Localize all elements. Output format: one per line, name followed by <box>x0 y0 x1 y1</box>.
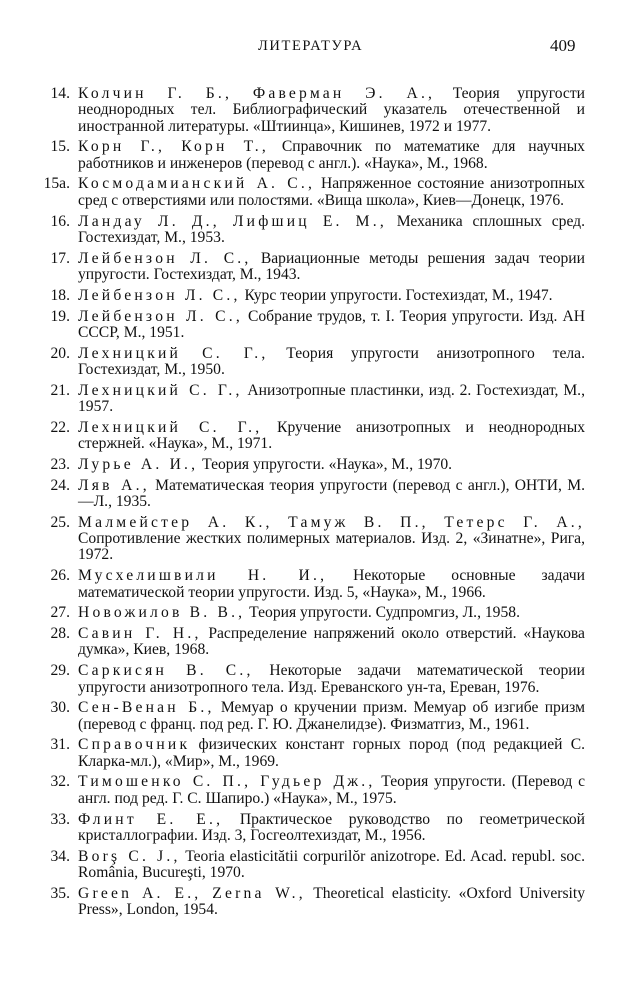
reference-item <box>0 849 631 882</box>
reference-text: Справочник по математике для научных работников и инженеров (перевод с англ.). «Наука», М., 1968. <box>78 138 585 172</box>
reference-item <box>0 515 631 564</box>
reference-author: Новожилов В. В., <box>78 604 246 622</box>
reference-author: Green A. E., Zerna W., <box>78 884 306 902</box>
reference-list <box>0 86 631 923</box>
reference-author: Саркисян В. С., <box>78 662 254 680</box>
reference-item <box>0 176 631 209</box>
reference-item <box>0 663 631 696</box>
reference-number: 19. <box>50 307 70 325</box>
reference-item <box>0 774 631 807</box>
reference-item <box>0 420 631 453</box>
reference-author: Космодамианский А. С., <box>78 175 316 193</box>
reference-author: Лехницкий С. Г., <box>78 381 243 399</box>
reference-item <box>0 457 631 473</box>
reference-text: Курс теории упругости. Гостехиздат, М., 1947. <box>240 286 553 304</box>
reference-number: 16. <box>50 212 70 230</box>
reference-item <box>0 886 631 919</box>
reference-item <box>0 605 631 621</box>
reference-author: Лехницкий С. Г., <box>78 418 263 436</box>
reference-number: 24. <box>50 476 70 494</box>
reference-author: Лейбензон Л. С., <box>78 286 241 304</box>
reference-number: 23. <box>50 455 70 473</box>
reference-text: Собрание трудов, т. I. Теория упругости. Изд. АН СССР, М., 1951. <box>78 307 585 341</box>
reference-author: Ляв А., <box>78 476 150 494</box>
reference-number: 17. <box>50 249 70 267</box>
reference-item <box>0 626 631 659</box>
reference-number: 28. <box>50 625 70 643</box>
reference-author: Савин Г. Н., <box>78 625 202 643</box>
reference-number: 22. <box>50 418 70 436</box>
page-header <box>0 38 631 58</box>
reference-text: Теория упругости анизотропного тела. Гостехиздат, М., 1950. <box>78 344 585 378</box>
reference-item <box>0 812 631 845</box>
reference-author: Тимошенко С. П., Гудьер Дж., <box>78 773 376 791</box>
reference-number: 26. <box>50 567 70 585</box>
reference-item <box>0 139 631 172</box>
reference-text: Вариационные методы решения задач теории упругости. Гостехиздат, М., 1943. <box>78 249 585 283</box>
page-number: 409 <box>550 36 576 55</box>
reference-text: Сопротивление жестких полимерных материалов. Изд. 2, «Зинатне», Рига, 1972. <box>78 530 585 564</box>
reference-number: 30. <box>50 699 70 717</box>
reference-item <box>0 700 631 733</box>
reference-item <box>0 214 631 247</box>
reference-text: Некоторые задачи математической теории упругости анизотропного тела. Изд. Ереванского ун-та, Ереван, 1976. <box>78 662 585 696</box>
reference-item <box>0 383 631 416</box>
reference-item <box>0 288 631 304</box>
reference-author: Лехницкий С. Г., <box>78 344 269 362</box>
reference-text: Напряженное состояние анизотропных сред с отверстиями или полостями. «Вища школа», Киев—Донецк, 1976. <box>78 175 585 209</box>
reference-number: 14. <box>50 85 70 102</box>
reference-text: Теория упругости. (Перевод с англ. под ред. Г. С. Шапиро.) «Наука», М., 1975. <box>78 773 586 807</box>
reference-text: Кручение анизотропных и неоднородных стержней. «Наука», М., 1971. <box>78 418 585 453</box>
reference-item <box>0 86 631 135</box>
reference-text: Распределение напряжений около отверстий. «Наукова думка», Киев, 1968. <box>78 625 585 659</box>
reference-item <box>0 251 631 284</box>
reference-number: 34. <box>50 847 70 865</box>
reference-item <box>0 478 631 511</box>
reference-text: Теория упругости. Судпромгиз, Л., 1958. <box>245 604 520 622</box>
reference-text: Математическая теория упругости (перевод с англ.), ОНТИ, М. —Л., 1935. <box>78 476 585 511</box>
reference-number: 21. <box>50 381 70 399</box>
reference-number: 33. <box>50 810 70 828</box>
reference-number: 32. <box>50 773 70 791</box>
reference-author: Сен-Венан Б., <box>78 699 215 717</box>
reference-author: Справочник <box>78 736 191 754</box>
reference-number: 27. <box>50 604 70 622</box>
reference-text: Мемуар о кручении призм. Мемуар об изгибе призм (перевод с франц. под ред. Г. Ю. Джанелидзе). Физматгиз, М., 1961. <box>78 699 585 733</box>
reference-author: Малмейстер А. К., Тамуж В. П., Тетерс Г. А., <box>78 513 585 531</box>
reference-text: Механика сплошных сред. Гостехиздат, М., 1953. <box>78 212 586 246</box>
reference-number: 15а. <box>43 175 70 193</box>
reference-author: Лейбензон Л. С., <box>78 307 243 325</box>
reference-text: Некоторые основные задачи математической теории упругости. Изд. 5, «Наука», М., 1966. <box>78 567 585 601</box>
reference-number: 35. <box>50 884 70 902</box>
reference-number: 29. <box>50 662 70 680</box>
reference-author: Borş C. J., <box>78 847 181 865</box>
reference-item <box>0 346 631 379</box>
reference-author: Флинт Е. Е., <box>78 810 224 828</box>
reference-text: Теория упругости. «Наука», М., 1970. <box>198 455 453 473</box>
reference-number: 20. <box>50 344 70 362</box>
reference-item <box>0 568 631 601</box>
reference-number: 18. <box>50 286 70 304</box>
reference-number: 25. <box>50 513 70 531</box>
reference-author: Лурье А. И., <box>78 455 199 473</box>
running-title: ЛИТЕРАТУРА <box>258 38 364 54</box>
reference-text: Theoretical elasticity. «Oxford University Press», London, 1954. <box>78 884 585 919</box>
reference-item <box>0 737 631 770</box>
reference-author: Ландау Л. Д., Лифшиц Е. М., <box>78 212 387 230</box>
reference-text: Практическое руководство по геометрической кристаллографии. Изд. 3, Госгеолтехиздат, М., 1956. <box>78 810 585 844</box>
reference-author: Лейбензон Л. С., <box>78 249 252 267</box>
reference-author: Колчин Г. Б., Фаверман Э. А., <box>78 85 436 102</box>
reference-item <box>0 309 631 342</box>
reference-author: Мусхелишвили Н. И., <box>78 567 328 585</box>
reference-text: физических констант горных пород (под редакцией С. Кларка-мл.), «Мир», М., 1969. <box>78 736 585 770</box>
reference-text: Теория упругости неоднородных тел. Библиографический указатель отечественной и иностранной литературы. «Штиинца», Кишинев, 1972 и 1977. <box>78 85 585 135</box>
reference-number: 31. <box>50 736 70 754</box>
reference-text: Анизотропные пластинки, изд. 2. Гостехиздат, М., 1957. <box>78 381 585 416</box>
reference-number: 15. <box>50 138 70 156</box>
reference-author: Корн Г., Корн Т., <box>78 138 269 156</box>
reference-text: Teoria elasticitătii corpurilŏr anizotrope. Ed. Acad. republ. soc. România, Bucureşti, 1970. <box>78 847 586 881</box>
